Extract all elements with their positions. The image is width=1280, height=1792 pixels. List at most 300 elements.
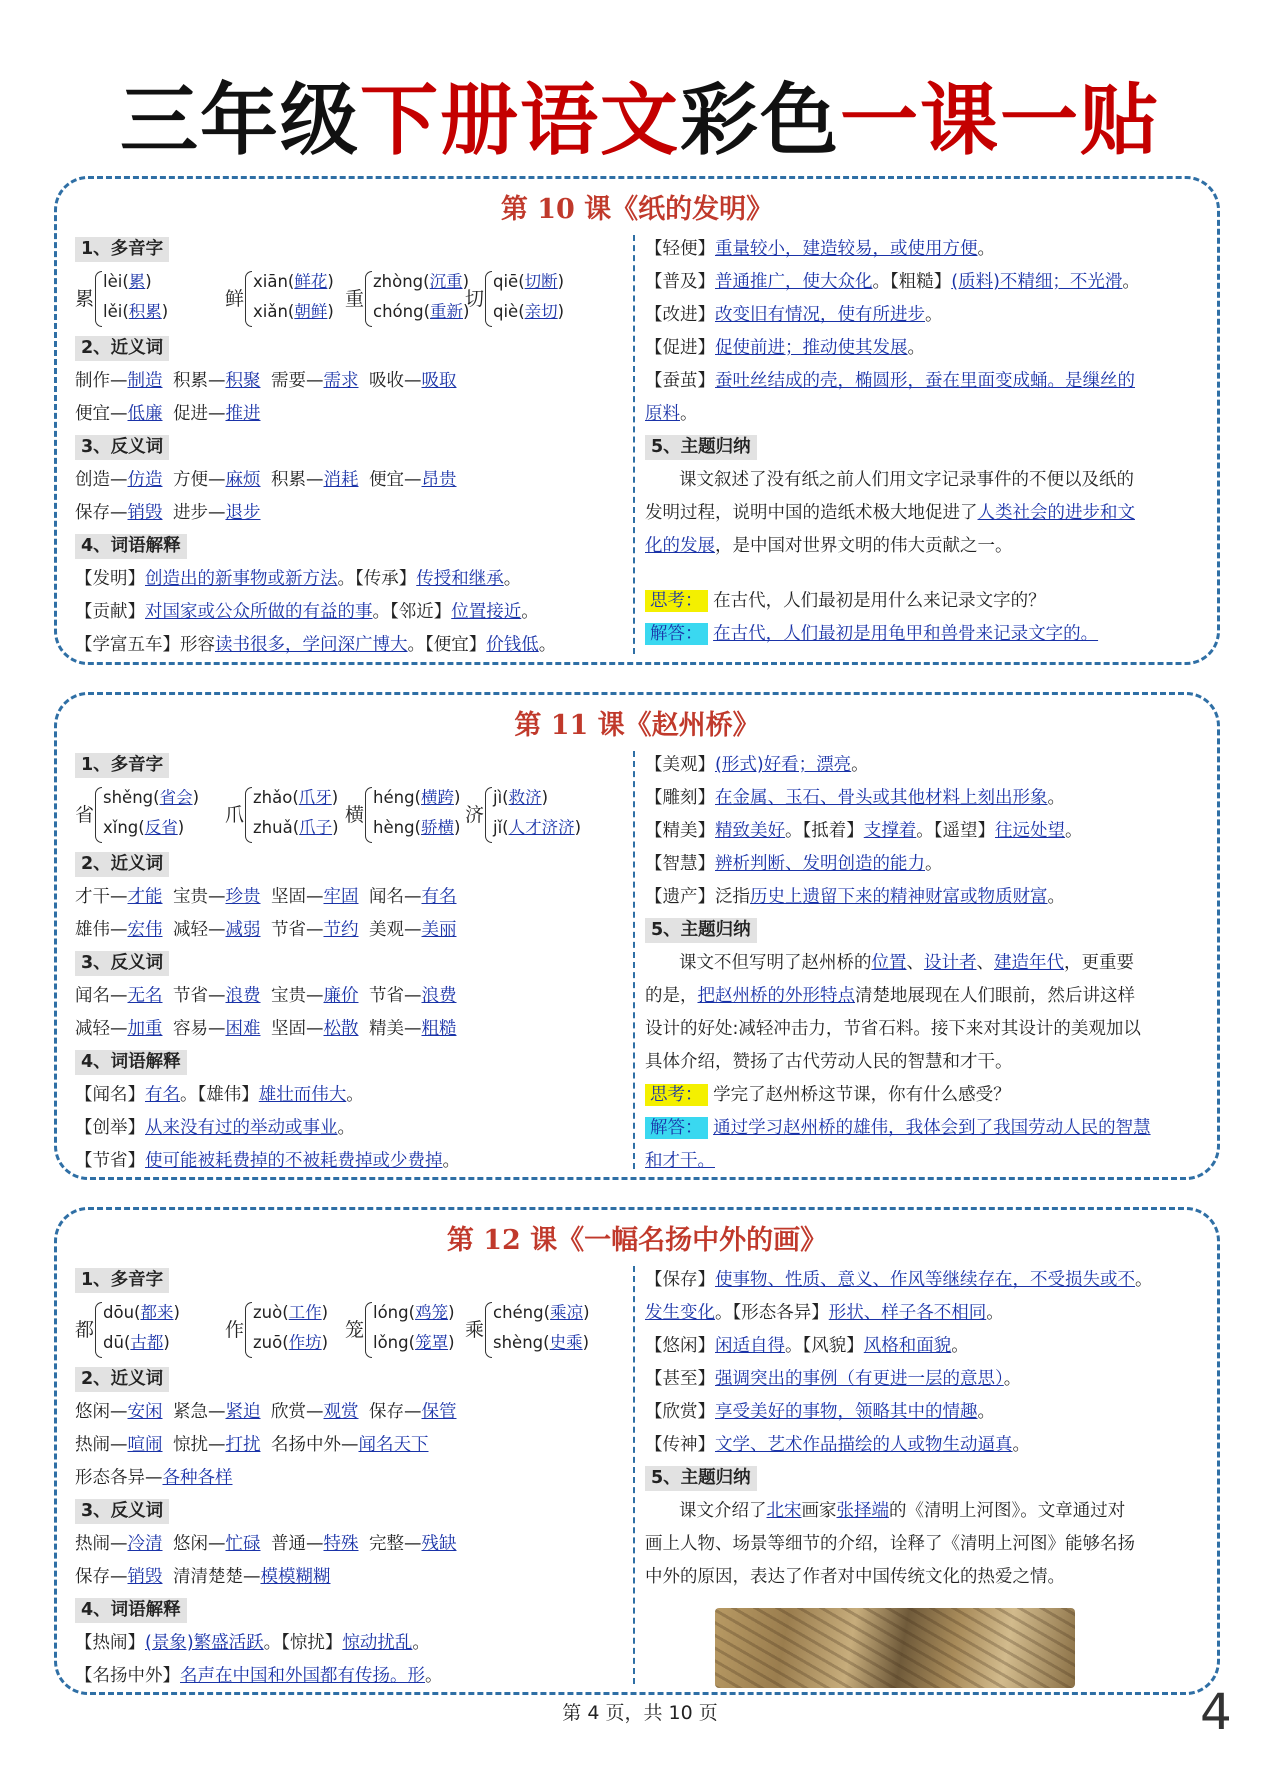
text-line xyxy=(75,1561,625,1594)
word: 累 xyxy=(128,272,146,291)
text-line: 【发明】创造出的新事物或新方法。【传承】传授和继承。 xyxy=(75,569,522,589)
word: 沉重 xyxy=(429,272,463,291)
word-pair: 闻名—有名 xyxy=(369,887,457,907)
definition: (形式)好看；漂亮 xyxy=(715,755,852,775)
text-line: 【遗产】泛指历史上遗留下来的精神财富或物质财富。 xyxy=(645,887,1065,907)
polyphone-char: 作 xyxy=(225,1319,245,1341)
section-heading: 4、词语解释 xyxy=(75,1050,187,1075)
summary-text: 的《清明上河图》。文章通过对 xyxy=(889,1501,1126,1521)
term: 【智慧】 xyxy=(645,854,715,874)
definition: 形状、样子各不相同 xyxy=(828,1303,987,1323)
pair-word: 仿造 xyxy=(127,470,163,490)
section-heading: 2、近义词 xyxy=(75,852,169,877)
definition: 雄壮而伟大 xyxy=(258,1085,347,1105)
text-line xyxy=(75,530,625,563)
summary-highlight: 位置 xyxy=(871,953,907,973)
word: 悠闲 xyxy=(173,1534,208,1554)
pair-word: 宏伟 xyxy=(127,920,163,940)
term: 【雕刻】 xyxy=(645,788,715,808)
polyphone-char: 省 xyxy=(75,804,95,826)
text-line: 【改进】改变旧有情况，使有所进步。 xyxy=(645,305,943,325)
pinyin: dū xyxy=(103,1333,124,1352)
term: 【保存】 xyxy=(645,1270,715,1290)
definition: 对国家或公众所做的有益的事 xyxy=(145,602,373,622)
text-line xyxy=(645,1462,1205,1495)
think-label: 思考： xyxy=(645,590,708,612)
term: 【促进】 xyxy=(645,338,715,358)
text-line xyxy=(645,1112,1205,1145)
text-line: 【甚至】强调突出的事例（有更进一层的意思）。 xyxy=(645,1369,1022,1389)
text-line: 【欣赏】享受美好的事物，领略其中的情趣。 xyxy=(645,1402,995,1422)
brace xyxy=(485,271,492,327)
pair-word: 制造 xyxy=(127,371,163,391)
text-line: 【学富五车】形容读书很多，学问深广博大。【便宜】价钱低。 xyxy=(75,635,557,655)
term: 【甚至】 xyxy=(645,1369,715,1389)
text-line xyxy=(645,585,1205,618)
summary-highlight: 把赵州桥的外形特点 xyxy=(697,986,855,1006)
definition: 位置接近 xyxy=(451,602,522,622)
definition: 惊动扰乱 xyxy=(342,1633,413,1653)
pair-word: 紧迫 xyxy=(225,1402,261,1422)
word-pair: 热闹—冷清 xyxy=(75,1534,163,1554)
brace xyxy=(365,271,372,327)
polyphone-char: 爪 xyxy=(225,804,245,826)
text-line xyxy=(75,1528,625,1561)
summary-text: 、 xyxy=(976,953,994,973)
polyphone-char: 鲜 xyxy=(225,288,245,310)
text-line xyxy=(75,332,625,365)
section-heading: 1、多音字 xyxy=(75,237,169,262)
pair-word: 牢固 xyxy=(323,887,359,907)
word: 鸡笼 xyxy=(415,1303,449,1322)
word-pair: 节省—节约 xyxy=(271,920,359,940)
text-line xyxy=(645,980,1205,1013)
word-pair: 悠闲—忙碌 xyxy=(173,1534,261,1554)
text-line: 【热闹】(景象)繁盛活跃。【惊扰】惊动扰乱。 xyxy=(75,1633,430,1653)
text-line xyxy=(645,431,1205,464)
summary-highlight: 建造年代 xyxy=(994,953,1064,973)
text-line xyxy=(75,1594,625,1627)
reading-2: chóng(重新) xyxy=(373,302,470,321)
word: 清清楚楚 xyxy=(173,1567,243,1587)
pair-word: 残缺 xyxy=(421,1534,457,1554)
term: 【热闹】 xyxy=(75,1633,145,1653)
term: 【改进】 xyxy=(645,305,715,325)
text-line xyxy=(645,1495,1205,1528)
text-line xyxy=(645,365,1205,398)
term: 【精美】 xyxy=(645,821,715,841)
section-heading: 3、反义词 xyxy=(75,1499,169,1524)
word-pair: 热闹—喧闹 xyxy=(75,1435,163,1455)
lesson-heading: 第 10 课《纸的发明》 xyxy=(500,194,774,225)
term: 【节省】 xyxy=(75,1151,145,1171)
pair-word: 松散 xyxy=(323,1019,359,1039)
word-pair: 普通—特殊 xyxy=(271,1534,359,1554)
pair-word: 销毁 xyxy=(127,503,163,523)
word: 节省 xyxy=(173,986,208,1006)
word-pair: 促进—推进 xyxy=(173,404,261,424)
pair-word: 消耗 xyxy=(323,470,359,490)
word: 保存 xyxy=(75,1567,110,1587)
column-divider xyxy=(633,751,635,1169)
polyphone-char: 都 xyxy=(75,1319,95,1341)
brace xyxy=(95,1302,102,1358)
text-line xyxy=(645,1079,1205,1112)
pinyin: zhòng xyxy=(373,272,424,291)
word: 闻名 xyxy=(75,986,110,1006)
word: 切断 xyxy=(524,272,558,291)
word: 促进 xyxy=(173,404,208,424)
word-pair: 便宜—低廉 xyxy=(75,404,163,424)
word-pair: 保存—销毁 xyxy=(75,1567,163,1587)
pair-word: 低廉 xyxy=(127,404,163,424)
definition: 使可能被耗费掉的不被耗费掉或少费掉 xyxy=(145,1151,443,1171)
definition: 历史上遗留下来的精神财富或物质财富 xyxy=(750,887,1048,907)
word: 人才济济 xyxy=(508,818,575,837)
term: 【学富五车】 xyxy=(75,635,180,655)
word: 工作 xyxy=(288,1303,322,1322)
text-line xyxy=(645,1046,1205,1079)
pinyin: zuō xyxy=(253,1333,283,1352)
answer-text: 通过学习赵州桥的雄伟，我体会到了我国劳动人民的智慧 xyxy=(713,1118,1151,1138)
term: 【普及】 xyxy=(645,272,715,292)
pinyin: xiǎn xyxy=(253,302,288,321)
text-line xyxy=(645,914,1205,947)
pinyin: lěi xyxy=(103,302,123,321)
pinyin: shèng xyxy=(493,1333,544,1352)
pinyin: hèng xyxy=(373,818,415,837)
summary-text: ，更重要 xyxy=(1064,953,1134,973)
word-pair: 减轻—减弱 xyxy=(173,920,261,940)
title-part-3: 彩色 xyxy=(680,75,841,166)
definition: 改变旧有情况，使有所进步 xyxy=(715,305,925,325)
definition: 普通推广，使大众化 xyxy=(715,272,873,292)
word-pair: 吸收—吸取 xyxy=(369,371,457,391)
section-heading: 1、多音字 xyxy=(75,753,169,778)
word-pair: 减轻—加重 xyxy=(75,1019,163,1039)
pinyin: lèi xyxy=(103,272,123,291)
text-line xyxy=(75,1429,625,1462)
term: 【贡献】 xyxy=(75,602,145,622)
summary-text: 清楚地展现在人们眼前，然后讲这样 xyxy=(855,986,1135,1006)
word: 节省 xyxy=(271,920,306,940)
text-line xyxy=(75,1363,625,1396)
summary-text: 发明过程，说明中国的造纸术极大地促进了 xyxy=(645,503,978,523)
text-line xyxy=(75,947,625,980)
think-question: 在古代，人们最初是用什么来记录文字的？ xyxy=(713,591,1046,611)
reading-2: qiè(亲切) xyxy=(493,302,565,321)
word: 热闹 xyxy=(75,1534,110,1554)
pinyin: qiè xyxy=(493,302,519,321)
pair-word: 打扰 xyxy=(225,1435,261,1455)
word: 爪牙 xyxy=(298,788,332,807)
text-line: 【智慧】辨析判断、发明创造的能力。 xyxy=(645,854,943,874)
brace xyxy=(365,787,372,843)
answer-text: 在古代，人们最初是用龟甲和兽骨来记录文字的。 xyxy=(713,624,1099,644)
text-line: 【闻名】有名。【雄伟】雄壮而伟大。 xyxy=(75,1085,364,1105)
text-line xyxy=(645,1528,1205,1561)
polyphone-char: 笼 xyxy=(345,1319,365,1341)
reading-1: lóng(鸡笼) xyxy=(373,1303,455,1322)
text-line: 【精美】精致美好。【抵着】支撑着。【遥望】往远处望。 xyxy=(645,821,1083,841)
reading-2: zhuǎ(爪子) xyxy=(253,818,339,837)
term: 【抵着】 xyxy=(802,821,864,841)
word-pair: 需要—需求 xyxy=(271,371,359,391)
word: 需要 xyxy=(271,371,306,391)
text-line: 【轻便】重量较小，建造较易，或使用方便。 xyxy=(645,239,995,259)
section-heading: 4、词语解释 xyxy=(75,534,187,559)
pair-word: 冷清 xyxy=(127,1534,163,1554)
summary-highlight: 化的发展 xyxy=(645,536,715,556)
text-line: 【美观】(形式)好看；漂亮。 xyxy=(645,755,869,775)
pinyin: qiē xyxy=(493,272,519,291)
title-part-1: 三年级 xyxy=(119,75,360,166)
text-line xyxy=(75,749,625,782)
text-line xyxy=(75,1495,625,1528)
brace xyxy=(245,271,252,327)
text-line xyxy=(645,497,1205,530)
text-line xyxy=(645,530,1205,563)
text-line xyxy=(75,1462,625,1495)
reading-1: chéng(乘凉) xyxy=(493,1303,590,1322)
text-line: 原料。 xyxy=(645,404,698,424)
title-part-2: 下册语文 xyxy=(359,75,680,166)
word: 名扬中外 xyxy=(271,1435,341,1455)
pinyin: xiān xyxy=(253,272,288,291)
brace xyxy=(365,1302,372,1358)
definition: 有名 xyxy=(145,1085,180,1105)
text-line: 【名扬中外】名声在中国和外国都有传扬。形。 xyxy=(75,1666,443,1686)
word: 雄伟 xyxy=(75,920,110,940)
pinyin: lǒng xyxy=(373,1333,409,1352)
page-footer: 第 4 页，共 10 页 xyxy=(562,1702,718,1724)
term: 【风貌】 xyxy=(802,1336,864,1356)
word-pair: 创造—仿造 xyxy=(75,470,163,490)
right-column xyxy=(645,1264,1205,1688)
reading-1: xiān(鲜花) xyxy=(253,272,334,291)
answer-label: 解答： xyxy=(645,623,708,645)
definition: 精致美好 xyxy=(715,821,785,841)
pinyin: chóng xyxy=(373,302,424,321)
word: 减轻 xyxy=(173,920,208,940)
pair-word: 才能 xyxy=(127,887,163,907)
pair-word: 浪费 xyxy=(225,986,261,1006)
word-pair: 保存—保管 xyxy=(369,1402,457,1422)
word-pair: 清清楚楚—模模糊糊 xyxy=(173,1567,331,1587)
pair-word: 浪费 xyxy=(421,986,457,1006)
summary-text: 的是， xyxy=(645,986,698,1006)
word-pair: 美观—美丽 xyxy=(369,920,457,940)
term: 【便宜】 xyxy=(425,635,487,655)
word: 容易 xyxy=(173,1019,208,1039)
pair-word: 喧闹 xyxy=(127,1435,163,1455)
text-line xyxy=(75,1264,625,1297)
pair-word: 无名 xyxy=(127,986,163,1006)
text-line: 【普及】普通推广，使大众化。【粗糙】(质料)不精细；不光滑。 xyxy=(645,272,1140,292)
term: 【雄伟】 xyxy=(197,1085,259,1105)
definition: (质料)不精细；不光滑 xyxy=(951,272,1123,292)
word: 宝贵 xyxy=(271,986,306,1006)
reading-1: zuò(工作) xyxy=(253,1303,329,1322)
word-pair: 节省—浪费 xyxy=(369,986,457,1006)
word: 吸收 xyxy=(369,371,404,391)
term: 【邻近】 xyxy=(390,602,452,622)
polyphone-char: 济 xyxy=(465,804,485,826)
reading-1: zhòng(沉重) xyxy=(373,272,470,291)
pair-word: 特殊 xyxy=(323,1534,359,1554)
word: 作坊 xyxy=(288,1333,322,1352)
word: 悠闲 xyxy=(75,1402,110,1422)
summary-text: ，是中国对世界文明的伟大贡献之一。 xyxy=(715,536,1013,556)
word-pair: 紧急—紧迫 xyxy=(173,1402,261,1422)
pair-word: 模模糊糊 xyxy=(260,1567,331,1587)
term: 【欣赏】 xyxy=(645,1402,715,1422)
text-line: 【创举】从来没有过的举动或事业。 xyxy=(75,1118,355,1138)
pair-word: 各种各样 xyxy=(162,1468,233,1488)
column-divider xyxy=(633,1266,635,1684)
brace xyxy=(485,1302,492,1358)
polyphone-group xyxy=(75,782,625,848)
polyphone-char: 切 xyxy=(465,288,485,310)
text-line xyxy=(75,233,625,266)
term: 【遗产】 xyxy=(645,887,715,907)
pinyin: zuò xyxy=(253,1303,283,1322)
word: 精美 xyxy=(369,1019,404,1039)
word: 便宜 xyxy=(75,404,110,424)
term: 【名扬中外】 xyxy=(75,1666,180,1686)
reading-2: lǒng(笼罩) xyxy=(373,1333,455,1352)
summary-text: 具体介绍，赞扬了古代劳动人民的智慧和才干。 xyxy=(645,1052,1013,1072)
text-line xyxy=(75,881,625,914)
word-pair: 节省—浪费 xyxy=(173,986,261,1006)
pair-word: 忙碌 xyxy=(225,1534,261,1554)
text-line: 【节省】使可能被耗费掉的不被耗费掉或少费掉。 xyxy=(75,1151,460,1171)
page-title xyxy=(0,58,1280,170)
text-line xyxy=(645,947,1205,980)
text-line xyxy=(645,1561,1205,1594)
word: 史乘 xyxy=(549,1333,583,1352)
section-heading: 5、主题归纳 xyxy=(645,918,757,943)
word-pair: 制作—制造 xyxy=(75,371,163,391)
pair-word: 吸取 xyxy=(421,371,457,391)
section-heading: 5、主题归纳 xyxy=(645,1466,757,1491)
word-pair: 容易—困难 xyxy=(173,1019,261,1039)
pair-word: 需求 xyxy=(323,371,359,391)
reading-2: xǐng(反省) xyxy=(103,818,185,837)
word: 便宜 xyxy=(369,470,404,490)
text-line xyxy=(645,618,1205,651)
word: 省会 xyxy=(159,788,193,807)
reading-1: qiē(切断) xyxy=(493,272,565,291)
word: 积累 xyxy=(173,371,208,391)
brace xyxy=(245,787,252,843)
pinyin: shěng xyxy=(103,788,154,807)
term: 【形态各异】 xyxy=(732,1303,829,1323)
text-line: 【贡献】对国家或公众所做的有益的事。【邻近】位置接近。 xyxy=(75,602,539,622)
text-line: 【传神】文学、艺术作品描绘的人或物生动逼真。 xyxy=(645,1435,1030,1455)
definition: 文学、艺术作品描绘的人或物生动逼真 xyxy=(715,1435,1013,1455)
lesson-heading: 第 11 课《赵州桥》 xyxy=(514,710,760,741)
word-pair: 闻名—无名 xyxy=(75,986,163,1006)
word: 节省 xyxy=(369,986,404,1006)
definition: 创造出的新事物或新方法 xyxy=(145,569,338,589)
word-pair: 雄伟—宏伟 xyxy=(75,920,163,940)
page-number: 4 xyxy=(1200,1683,1232,1741)
pair-word: 销毁 xyxy=(127,1567,163,1587)
word: 制作 xyxy=(75,371,110,391)
section-heading: 3、反义词 xyxy=(75,435,169,460)
think-question: 学完了赵州桥这节课，你有什么感受？ xyxy=(713,1085,1011,1105)
definition: 发生变化 xyxy=(645,1303,715,1323)
section-heading: 2、近义词 xyxy=(75,1367,169,1392)
summary-text: 中外的原因，表达了作者对中国传统文化的热爱之情。 xyxy=(645,1567,1065,1587)
definition: 使事物、性质、意义、作风等继续存在，不受损失或不 xyxy=(715,1270,1135,1290)
answer-text: 和才干。 xyxy=(645,1151,715,1171)
word-pair: 宝贵—廉价 xyxy=(271,986,359,1006)
word: 完整 xyxy=(369,1534,404,1554)
column-divider xyxy=(633,235,635,654)
polyphone-char: 乘 xyxy=(465,1319,485,1341)
word-pair: 形态各异—各种各样 xyxy=(75,1468,233,1488)
prefix: 形容 xyxy=(180,635,215,655)
text-line xyxy=(75,914,625,947)
reading-2: xiǎn(朝鲜) xyxy=(253,302,334,321)
word: 重新 xyxy=(430,302,463,321)
term: 【蚕茧】 xyxy=(645,371,715,391)
text-line xyxy=(75,1013,625,1046)
polyphone-group xyxy=(75,1297,625,1363)
pair-word: 推进 xyxy=(225,404,261,424)
pair-word: 积聚 xyxy=(225,371,261,391)
word: 亲切 xyxy=(524,302,558,321)
reading-1: lèi(累) xyxy=(103,272,152,291)
word: 闻名 xyxy=(369,887,404,907)
definition: 传授和继承 xyxy=(416,569,504,589)
summary-highlight: 人类社会的进步和文 xyxy=(977,503,1135,523)
pair-word: 加重 xyxy=(127,1019,163,1039)
polyphone-char: 横 xyxy=(345,804,365,826)
summary-text: 课文介绍了 xyxy=(679,1501,767,1521)
pair-word: 困难 xyxy=(225,1019,261,1039)
word: 保存 xyxy=(75,503,110,523)
section-heading: 3、反义词 xyxy=(75,951,169,976)
word: 紧急 xyxy=(173,1402,208,1422)
summary-highlight: 北宋 xyxy=(766,1501,802,1521)
brace xyxy=(485,787,492,843)
term: 【轻便】 xyxy=(645,239,715,259)
definition: 蚕吐丝结成的壳，椭圆形，蚕在里面变成蛹。是缫丝的 xyxy=(715,371,1135,391)
word: 救济 xyxy=(508,788,542,807)
pair-word: 减弱 xyxy=(225,920,261,940)
pair-word: 退步 xyxy=(225,503,261,523)
word: 坚固 xyxy=(271,887,306,907)
definition: 名声在中国和外国都有传扬。形 xyxy=(180,1666,425,1686)
definition: 风格和面貌 xyxy=(863,1336,952,1356)
text-line: 【雕刻】在金属、玉石、骨头或其他材料上刻出形象。 xyxy=(645,788,1065,808)
painting-image xyxy=(715,1608,1075,1688)
definition: 往远处望 xyxy=(995,821,1065,841)
word: 才干 xyxy=(75,887,110,907)
pair-word: 粗糙 xyxy=(421,1019,457,1039)
summary-text: 画上人物、场景等细节的介绍，诠释了《清明上河图》能够名扬 xyxy=(645,1534,1135,1554)
reading-1: shěng(省会) xyxy=(103,788,200,807)
term: 【遥望】 xyxy=(933,821,995,841)
lesson-11-card xyxy=(54,692,1220,1180)
reading-2: lěi(积累) xyxy=(103,302,169,321)
pinyin: lóng xyxy=(373,1303,409,1322)
word-pair: 积累—积聚 xyxy=(173,371,261,391)
text-line xyxy=(75,497,625,530)
